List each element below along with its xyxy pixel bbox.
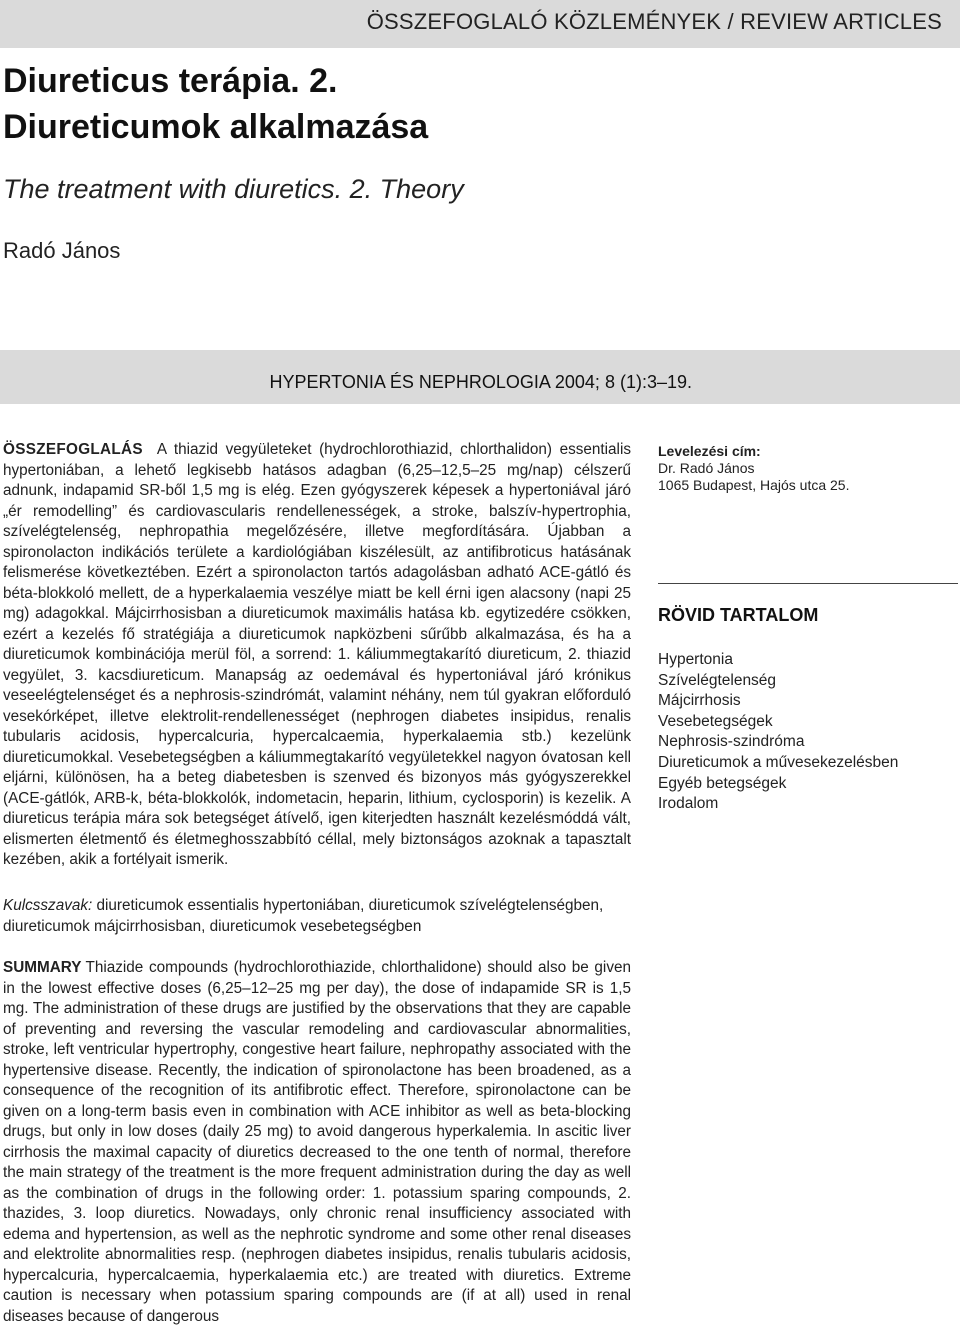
abstract (3, 440, 631, 871)
abstract-heading: ÖSSZEFOGLALÁS (3, 441, 143, 458)
summary (3, 958, 631, 1327)
summary-text: Thiazide compounds (hydrochlorothiazide, chlorthalidone) should also be given in the lowest effective doses (6,25–12–25 mg per day), the dose of indapamide SR is 1,5 mg. The administration of these drugs are justified by the observations that they are capable of preventing and reversing the vascular remodeling and cardiovascular abnormalities, stroke, left ventricular hypertrophy, congestive heart failure, nephropathy associated with the hypertensive disease. Recently, the indication of spironolactone has been broadened, as a consequence of the recognition of its antifibrotic effect. Therefore, spironolactone can be given on a long-term basis even in combination with ACE inhibitor as well as beta-blocking drugs, but only in low doses (daily 25 mg) to avoid dangerous hyperkalemia. In ascitic liver cirrhosis the maximal capacity of diuretics decreased to the one tenth of normal, therefore the main strategy of the treatment is the more frequent administration during the day as well as the combination of drugs in the following order: 1. potassium sparing compounds, 2. thazides, 3. loop diuretics. Nowadays, only chronic renal insufficiency associated with edema and hypertension, as well as the nephrotic syndrome and some other renal diseases and elektrolite abnormalities resp. (nephrogen diabetes insipidus, renalis tubularis acidosis, hypercalcuria, hypercalcaemia, hyperkalaemia etc.) are treated with diuretics. Extreme caution is necessary when potassium sparing compounds are (if at all) used in renal diseases because of dangerous (3, 959, 631, 1325)
article-title-line-1: Diureticus terápia. 2. (3, 62, 338, 100)
article-title-line-2: Diureticumok alkalmazása (3, 108, 429, 146)
toc-item: Szívelégtelenség (658, 671, 777, 689)
sidebar-divider (658, 583, 958, 584)
toc-item: Vesebetegségek (658, 712, 773, 730)
contact-block (658, 442, 958, 494)
toc-item: Diureticumok a művesekezelésben (658, 753, 899, 771)
journal-citation: HYPERTONIA ÉS NEPHROLOGIA 2004; 8 (1):3–19. (269, 372, 692, 392)
summary-heading: SUMMARY (3, 959, 82, 976)
toc-item: Májcirrhosis (658, 692, 741, 710)
article-title (3, 58, 428, 150)
contact-label: Levelezési cím: (658, 443, 761, 459)
toc-item: Hypertonia (658, 651, 733, 668)
abstract-text: A thiazid vegyületeket (hydrochlorothiazid, chlorthalidon) essentialis hypertoniában, a lehető legkisebb hatásos adagban (6,25–12,5–25 mg/nap) célszerű adnunk, indapamid SR-ből 1,5 mg is elég. Ezen gyógyszerek képesek a hypertoniával járó „ér remodelling” és cardiovascularis rendellenességek, a stroke, balszív-hypertrophia, szívelégtelenség, nephropathia megelőzésére, illetve megfordítására. Újabban a spironolacton indikációs területe a kardiológiában kiszélesült, az antifibroticus hatásának felismerése következtében. Ezért a spironolacton tartós adagolásban adható ACE-gátló és béta-blokkoló mellett, de a hyperkalaemia veszélye miatt be kell érni igen alacsony (napi 25 mg) adagokkal. Májcirrhosisban a diureticumok maximális hatása kb. egytizedére csökken, ezért a kezelés fő stratégiája a diureticumok napközbeni sűrűbb alkalmazása, és ha a diureticumok kombinációja merül föl, a sorrend: 1. káliummegtakarító diureticum, 2. thiazid vegyület, 3. kacsdiureticum. Manapság az oedemával és hypertoniával járó krónikus veseelégtelenséget és a nephrosis-szindrómát, valamint néhány, nem túl gyakran előforduló vesekórképet, illetve elektrolit-rendellenességet (nephrogen diabetes insipidus, renalis tubularis acidosis, hypercalcuria, hypercalcaemia, hyperkalaemia stb.) kezelünk diureticumokkal. Vesebetegségben a káliummegtakarító vegyületekkel nagyon óvatosan kell eljárni, különösen, ha a beteg diabetesben is szenved és bizonyos más gyógyszerekkel (ACE-gátlók, ARB-k, béta-blokkolók, indometacin, heparin, lithium, cyclosporin) is kezelik. A diureticus terápia mára sok betegséget átívelő, igen kiterjedten használt kezelésmóddá vált, elismerten életmentő és életmeghosszabbító céllal, mely biztonságos azoknak a tapasztalt kezében, akik a fortélyait ismerik. (3, 441, 631, 868)
author-name: Radó János (3, 238, 121, 263)
contact-name: Dr. Radó János (658, 460, 755, 476)
article-subtitle: The treatment with diuretics. 2. Theory (3, 174, 464, 204)
toc-item: Egyéb betegségek (658, 774, 787, 792)
section-label: ÖSSZEFOGLALÓ KÖZLEMÉNYEK / REVIEW ARTICLES (366, 9, 942, 34)
keywords-label: Kulcsszavak: (3, 897, 93, 914)
contact-address: 1065 Budapest, Hajós utca 25. (658, 477, 850, 493)
toc-item: Irodalom (658, 795, 719, 813)
toc-list (658, 650, 898, 815)
keywords (3, 896, 631, 937)
keywords-text: diureticumok essentialis hypertoniában, diureticumok szívelégtelenségben, diureticumok májcirrhosisban, diureticumok vesebetegségben (3, 897, 604, 935)
toc-item: Nephrosis-szindróma (658, 733, 805, 751)
toc-title: RÖVID TARTALOM (658, 605, 819, 625)
